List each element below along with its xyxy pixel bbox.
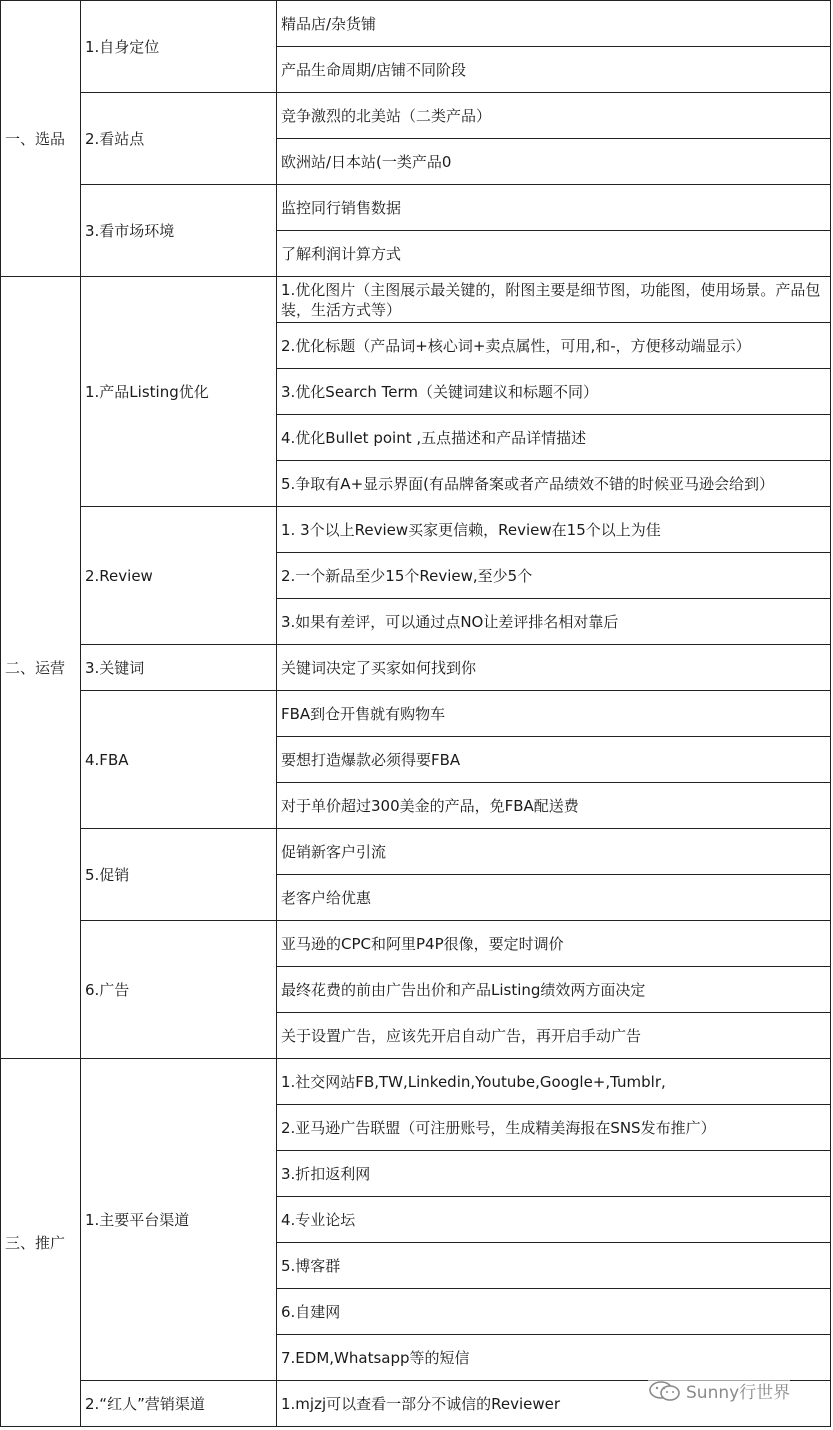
subsection-label: 6.广告: [81, 921, 277, 1059]
table-cell: 5.博客群: [277, 1243, 831, 1289]
table-cell: 5.争取有A+显示界面(有品牌备案或者产品绩效不错的时候亚马逊会给到）: [277, 461, 831, 507]
table-cell: 对于单价超过300美金的产品，免FBA配送费: [277, 783, 831, 829]
table-cell: 老客户给优惠: [277, 875, 831, 921]
table-cell: 1.mjzj可以查看一部分不诚信的Reviewer: [277, 1381, 831, 1427]
table-cell: 产品生命周期/店铺不同阶段: [277, 47, 831, 93]
subsection-label: 3.看市场环境: [81, 185, 277, 277]
subsection-label: 1.自身定位: [81, 1, 277, 93]
table-cell: 关键词决定了买家如何找到你: [277, 645, 831, 691]
watermark-text: Sunny行世界: [686, 1383, 791, 1403]
wechat-icon: [648, 1380, 682, 1402]
table-cell: 3.优化Search Term（关键词建议和标题不同）: [277, 369, 831, 415]
watermark: [648, 1378, 790, 1403]
table-cell: 3.折扣返利网: [277, 1151, 831, 1197]
subsection-label: 5.促销: [81, 829, 277, 921]
subsection-label: 4.FBA: [81, 691, 277, 829]
subsection-label: 3.关键词: [81, 645, 277, 691]
section-label: 一、选品: [1, 1, 81, 277]
table-cell: 1. 3个以上Review买家更信赖，Review在15个以上为佳: [277, 507, 831, 553]
table-cell: 7.EDM,Whatsapp等的短信: [277, 1335, 831, 1381]
table-cell: 亚马逊的CPC和阿里P4P很像，要定时调价: [277, 921, 831, 967]
table-cell: 2.优化标题（产品词+核心词+卖点属性，可用,和-，方便移动端显示）: [277, 323, 831, 369]
table-cell: 关于设置广告，应该先开启自动广告，再开启手动广告: [277, 1013, 831, 1059]
subsection-label: 2.看站点: [81, 93, 277, 185]
table-cell: 促销新客户引流: [277, 829, 831, 875]
table-cell: 欧洲站/日本站(一类产品0: [277, 139, 831, 185]
table-cell: 最终花费的前由广告出价和产品Listing绩效两方面决定: [277, 967, 831, 1013]
subsection-label: 2.“红人”营销渠道: [81, 1381, 277, 1427]
table-cell: 要想打造爆款必须得要FBA: [277, 737, 831, 783]
table-cell: 了解利润计算方式: [277, 231, 831, 277]
table-cell: 竞争激烈的北美站（二类产品）: [277, 93, 831, 139]
subsection-label: 1.产品Listing优化: [81, 277, 277, 507]
table-cell: 监控同行销售数据: [277, 185, 831, 231]
subsection-label: 2.Review: [81, 507, 277, 645]
table-cell: 3.如果有差评，可以通过点NO让差评排名相对靠后: [277, 599, 831, 645]
table-cell: FBA到仓开售就有购物车: [277, 691, 831, 737]
subsection-label: 1.主要平台渠道: [81, 1059, 277, 1381]
section-label: 三、推广: [1, 1059, 81, 1427]
table-cell: 2.一个新品至少15个Review,至少5个: [277, 553, 831, 599]
table-cell: 精品店/杂货铺: [277, 1, 831, 47]
section-label: 二、运营: [1, 277, 81, 1059]
table-cell: 1.社交网站FB,TW,Linkedin,Youtube,Google+,Tumblr,: [277, 1059, 831, 1105]
table-cell: 6.自建网: [277, 1289, 831, 1335]
table-cell: 1.优化图片（主图展示最关键的，附图主要是细节图，功能图，使用场景。产品包装，生活方式等）: [277, 277, 831, 323]
table-cell: 4.专业论坛: [277, 1197, 831, 1243]
table-cell: 4.优化Bullet point ,五点描述和产品详情描述: [277, 415, 831, 461]
table-cell: 2.亚马逊广告联盟（可注册账号，生成精美海报在SNS发布推广）: [277, 1105, 831, 1151]
